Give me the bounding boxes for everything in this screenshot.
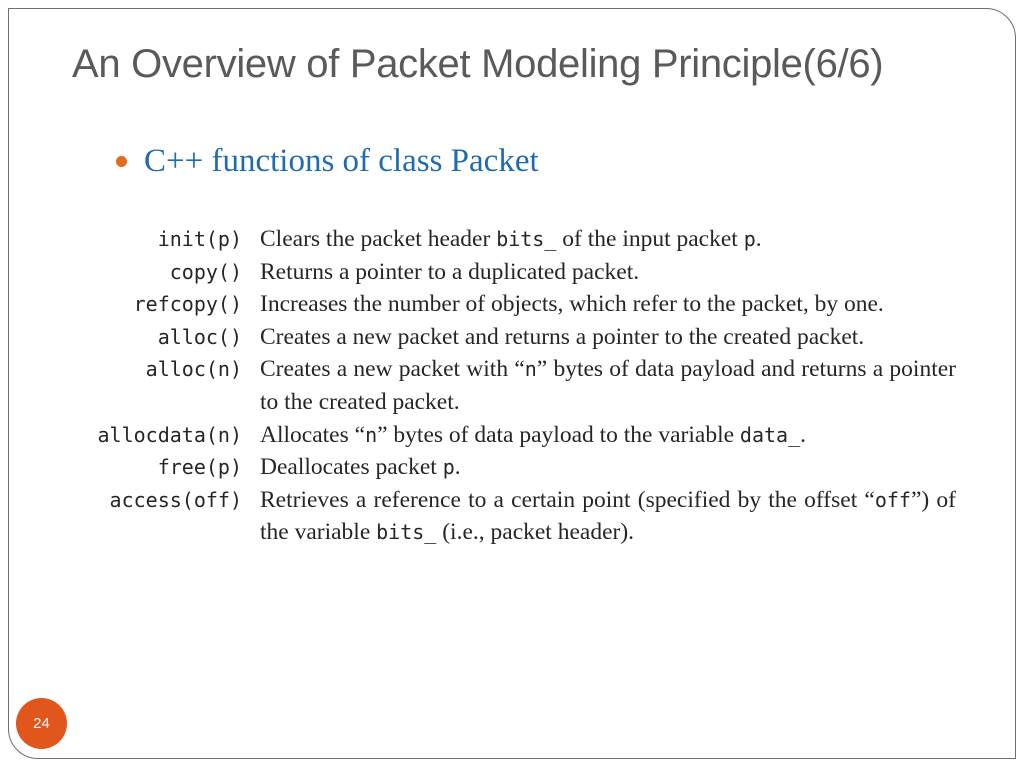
function-description	[260, 288, 956, 321]
function-name: copy()	[169, 259, 242, 284]
description-text: .	[454, 454, 461, 481]
function-name: init(p)	[157, 227, 242, 251]
function-description	[260, 353, 956, 418]
description-text: Retrieves a reference to a certain point (specified by the offset “	[260, 486, 875, 513]
function-table-body	[62, 223, 956, 549]
description-text: Returns a pointer to a duplicated packet.	[260, 258, 640, 285]
inline-code: p	[442, 455, 455, 480]
bullet-text: C++ functions of class Packet	[144, 143, 539, 179]
inline-code: data_	[739, 422, 801, 447]
description-text: ”) of the variable	[260, 486, 956, 546]
function-row	[62, 419, 956, 452]
function-description	[260, 451, 956, 484]
description-text: Deallocates packet	[260, 454, 443, 481]
description-text: .	[800, 421, 807, 448]
function-row	[62, 353, 956, 418]
description-text: ” bytes of data payload to the variable	[377, 421, 740, 448]
function-row	[62, 321, 956, 354]
function-name: allocdata(n)	[97, 422, 242, 447]
function-description	[260, 256, 956, 289]
function-row	[62, 484, 956, 549]
function-name: free(p)	[157, 455, 242, 480]
function-name: alloc(n)	[145, 357, 242, 382]
function-row	[62, 256, 956, 289]
bullet-dot-icon	[116, 156, 127, 167]
description-text: Allocates “	[260, 421, 366, 448]
description-text: .	[755, 226, 762, 252]
description-text: Creates a new packet and returns a pointer to the created packet.	[260, 323, 865, 350]
function-description	[260, 321, 956, 354]
inline-code: n	[365, 422, 378, 447]
function-name: refcopy()	[133, 292, 242, 317]
function-description	[260, 484, 956, 549]
description-text: Increases the number of objects, which refer to the packet, by one.	[260, 291, 884, 318]
function-name: access(off)	[109, 487, 242, 512]
function-row	[62, 451, 956, 484]
description-text: ” bytes of data payload and returns a pointer to the created packet.	[260, 356, 956, 415]
function-description	[260, 223, 956, 256]
description-text: Clears the packet header	[260, 226, 497, 252]
page-number-badge: 24	[16, 698, 67, 749]
function-name: alloc()	[157, 324, 242, 349]
inline-code: p	[743, 227, 756, 251]
slide-title: An Overview of Packet Modeling Principle(6/6)	[72, 42, 884, 86]
function-description	[260, 419, 956, 452]
description-text: Creates a new packet with “	[260, 356, 525, 383]
function-row	[62, 223, 956, 256]
description-text: (i.e., packet header).	[436, 519, 635, 546]
description-text: of the input packet	[556, 226, 744, 252]
bullet-item	[116, 143, 539, 180]
inline-code: bits_	[496, 227, 557, 251]
inline-code: bits_	[376, 520, 437, 545]
function-row	[62, 288, 956, 321]
inline-code: off	[874, 487, 911, 512]
inline-code: n	[524, 357, 537, 382]
function-table	[62, 223, 956, 549]
